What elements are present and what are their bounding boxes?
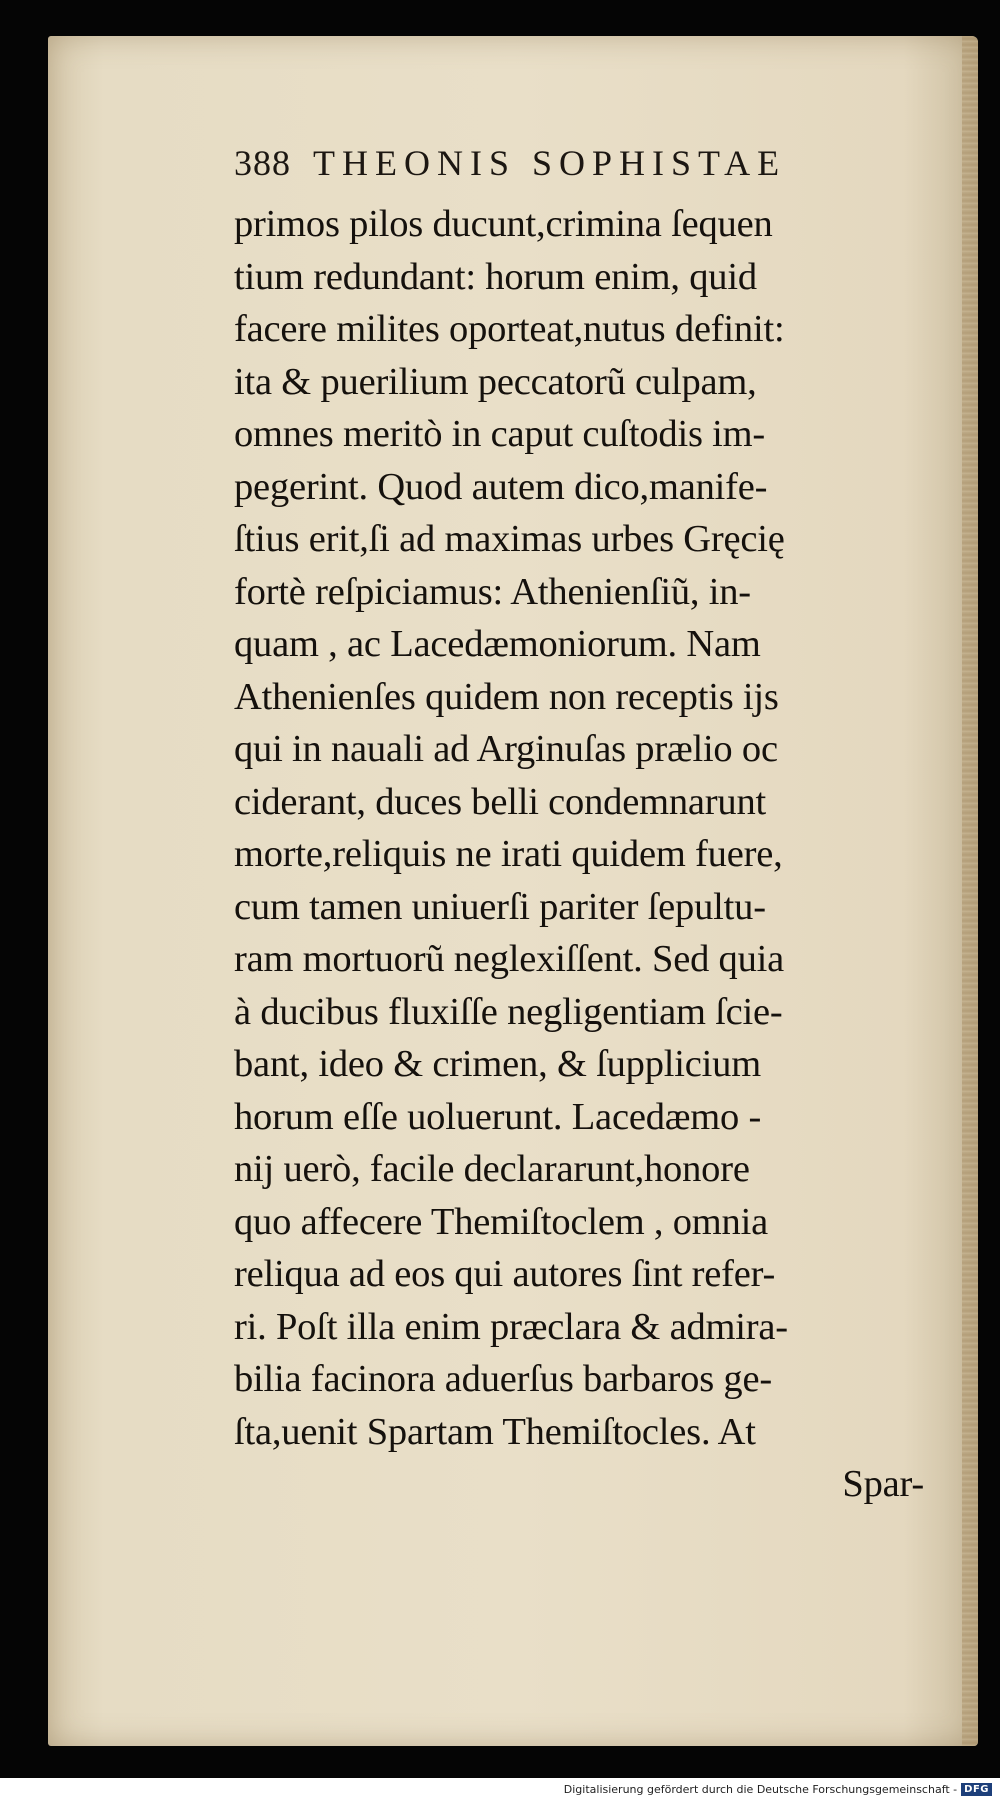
page-number: 388 [234, 143, 291, 183]
text-line: omnes meritò in caput cuſtodis im- [234, 413, 766, 455]
text-line: ri. Poſt illa enim præclara & admira- [234, 1305, 788, 1348]
text-line: à ducibus fluxiſſe negligentiam ſcie- [234, 990, 783, 1033]
body-text [234, 198, 924, 1511]
text-line: Athenienſes quidem non receptis ijs [234, 675, 779, 718]
text-line: ita & puerilium peccatorũ culpam, [234, 360, 757, 403]
page-edge [962, 36, 978, 1746]
text-line: qui in nauali ad Arginuſas prælio oc [234, 728, 778, 770]
text-line: pegerint. Quod autem dico,manife- [234, 465, 768, 508]
text-line: fortè reſpiciamus: Athenienſiũ, in- [234, 570, 751, 613]
text-line: bant, ideo & crimen, & ſupplicium [234, 1043, 761, 1085]
dfg-logo: DFG [961, 1783, 992, 1796]
text-line: nij uerò, facile declararunt,honore [234, 1148, 750, 1190]
text-line: cum tamen uniuerſi pariter ſepultu- [234, 885, 766, 928]
footer-credit: Digitalisierung gefördert durch die Deutsche Forschungsgemeinschaft - [563, 1782, 958, 1796]
text-line: primos pilos ducunt,crimina ſequen [234, 203, 773, 245]
text-line: ram mortuorũ neglexiſſent. Sed quia [234, 938, 785, 980]
running-head [234, 138, 894, 188]
text-line: ciderant, duces belli condemnarunt [234, 780, 766, 823]
text-line: ſtius erit,ſi ad maximas urbes Gręcię [234, 518, 785, 560]
text-line: tium redundant: horum enim, quid [234, 255, 757, 298]
text-line: facere milites oporteat,nutus definit: [234, 308, 785, 350]
text-line: quam , ac Lacedæmoniorum. Nam [234, 623, 761, 665]
text-line: morte,reliquis ne irati quidem fuere, [234, 833, 783, 875]
catchword: Spar- [842, 1463, 924, 1505]
text-line: reliqua ad eos qui autores ſint refer- [234, 1253, 776, 1295]
text-line: quo affecere Themiſtoclem , omnia [234, 1200, 768, 1243]
text-line: bilia facinora aduerſus barbaros ge- [234, 1358, 772, 1400]
running-title: THEONIS SOPHISTAE [313, 143, 787, 183]
text-line: ſta,uenit Spartam Themiſtocles. At [234, 1410, 756, 1453]
text-line: horum eſſe uoluerunt. Lacedæmo - [234, 1095, 762, 1138]
digitization-footer [0, 1778, 1000, 1800]
